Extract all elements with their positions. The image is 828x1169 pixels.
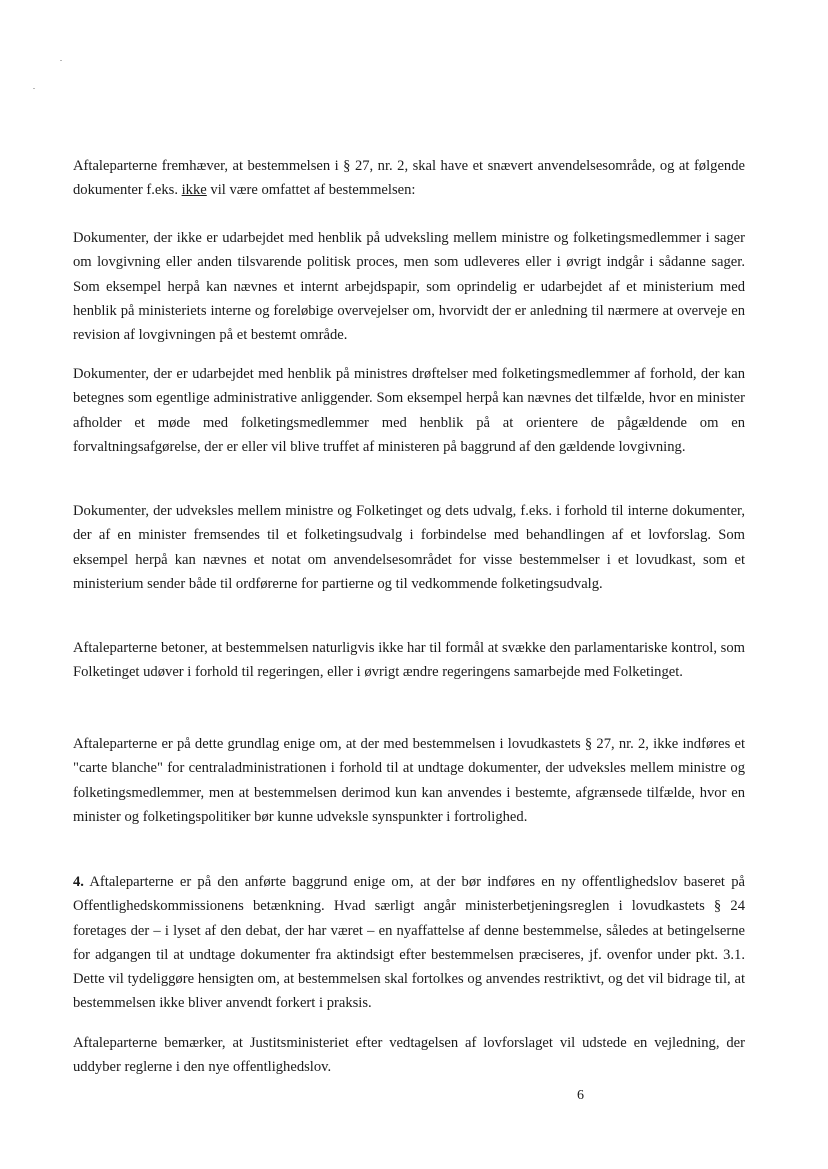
paragraph-intro [73, 154, 745, 203]
paragraph-text: Aftaleparterne fremhæver, at bestemmelsen i § 27, nr. 2, skal have et snævert anvendelsesområde, og at følgende dokumenter f.eks. [73, 158, 745, 199]
paragraph-folketinget-exchange: Dokumenter, der udveksles mellem ministre og Folketinget og dets udvalg, f.eks. i forhold til interne dokumenter, der af en minister fremsendes til et folketingsudvalg i forbindelse med behandlingen af et lovforslag. Som eksempel herpå kan nævnes et notat om anvendelsesområdet for visse bestemmelser i et lovudkast, som et ministerium sender både til ordførerne for partierne og til vedkommende folketingsudvalg. [73, 503, 745, 592]
section-number: 4. [73, 874, 84, 890]
paragraph-text: vil være omfattet af bestemmelsen: [206, 182, 416, 199]
page-number: 6 [577, 1088, 584, 1103]
paragraph-administrative-matters: Dokumenter, der er udarbejdet med henblik på ministres drøftelser med folketingsmedlemmer af forhold, der kan betegnes som egentlige administrative anliggender. Som eksempel herpå kan nævnes det tilfælde, hvor en minister afholder et møde med folketingsmedlemmer med henblik på at orientere de pågældende om en forvaltningsafgørelse, der er eller vil blive truffet af ministeren på baggrund af den gældende lovgivning. [73, 366, 745, 455]
paragraph-carte-blanche: Aftaleparterne er på dette grundlag enige om, at der med bestemmelsen i lovudkastets § 27, nr. 2, ikke indføres et "carte blanche" for centraladministrationen i forhold til at undtage dokumenter, der udveksles mellem ministre og folketingsmedlemmer, men at bestemmelsen derimod kun kan anvendes i bestemte, afgrænsede tilfælde, hvor en minister og folketingspolitiker bør kunne udveksle synspunkter i fortrolighed. [73, 736, 745, 825]
underlined-word: ikke [181, 182, 207, 199]
scan-speck [60, 60, 62, 61]
paragraph-parliamentary-control: Aftaleparterne betoner, at bestemmelsen naturligvis ikke har til formål at svække den parlamentariske kontrol, som Folketinget udøver i forhold til regeringen, eller i øvrigt ændre regeringens samarbejde med Folketinget. [73, 640, 745, 681]
paragraph-point-4 [73, 870, 745, 1016]
scan-speck [33, 88, 35, 89]
paragraph-guidance: Aftaleparterne bemærker, at Justitsministeriet efter vedtagelsen af lovforslaget vil udstede en vejledning, der uddyber reglerne i den nye offentlighedslov. [73, 1035, 745, 1076]
paragraph-internal-documents: Dokumenter, der ikke er udarbejdet med henblik på udveksling mellem ministre og folketingsmedlemmer i sager om lovgivning eller anden tilsvarende politisk proces, men som udleveres eller i øvrigt indgår i sådanne sager. Som eksempel herpå kan nævnes et internt arbejdspapir, som oprindelig er udarbejdet af et ministerium med henblik på ministeriets interne og foreløbige overvejelser om, hvorvidt der er anledning til nærmere at overveje en revision af lovgivningen på et bestemt område. [73, 230, 745, 344]
paragraph-text: Aftaleparterne er på den anførte baggrund enige om, at der bør indføres en ny offentlighedslov baseret på Offentlighedskommissionens betænkning. Hvad særligt angår ministerbetjeningsreglen i lovudkastets § 24 foretages der – i lyset af den debat, der har været – en nyaffattelse af denne bestemmelse, således at betingelserne for adgangen til at undtage dokumenter fra aktindsigt efter bestemmelsen præciseres, jf. ovenfor under pkt. 3.1. Dette vil tydeliggøre hensigten om, at bestemmelsen skal fortolkes og anvendes restriktivt, og det vil bidrage til, at bestemmelsen ikke bliver anvendt forkert i praksis. [73, 874, 745, 1012]
